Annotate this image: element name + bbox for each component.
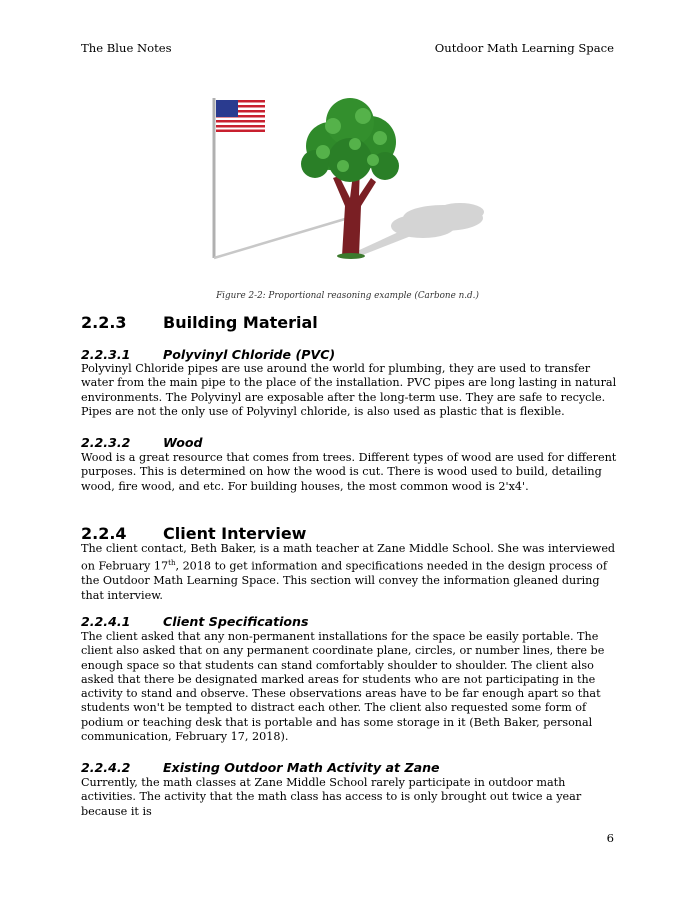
figure-caption: Figure 2-2: Proportional reasoning example (Carbone n.d.) [216, 291, 479, 301]
subsection-heading-existing-activity [81, 760, 440, 775]
section-title: Client Interview [163, 524, 307, 543]
running-header-left: The Blue Notes [81, 41, 172, 55]
subsection-title: Polyvinyl Chloride (PVC) [163, 347, 336, 362]
subsection-title: Wood [163, 435, 203, 450]
section-number: 2.2.4 [81, 524, 127, 543]
page-number: 6 [606, 831, 614, 845]
tree-shadow [355, 203, 484, 256]
paragraph-text: The client contact, Beth Baker, is a math teacher at Zane Middle School. She was interviewed on February 17 [81, 542, 616, 574]
section-heading-building-material [81, 313, 318, 332]
subsection-number: 2.2.3.1 [81, 347, 131, 362]
american-flag-icon [216, 100, 265, 132]
paragraph-existing-activity: Currently, the math classes at Zane Middle School rarely participate in outdoor math activities. The activity that the math class has access to is only brought out twice a year because it is [81, 776, 582, 818]
paragraph-client-interview [81, 542, 621, 603]
subsection-heading-pvc [81, 347, 335, 362]
section-title: Building Material [163, 313, 318, 332]
subsection-number: 2.2.4.2 [81, 760, 131, 775]
paragraph-pvc: Polyvinyl Chloride pipes are use around the world for plumbing, they are used to transfer water from the main pipe to the place of the installation. PVC pipes are long lasting in natural environments. The Polyvinyl are exposable after the long-term use. They are safe to recycle. Pipes are not the only use of Polyvinyl chloride, is also used as plastic that is flexible. [81, 362, 617, 418]
paragraph-wood: Wood is a great resource that comes from trees. Different types of wood are used for different purposes. This is determined on how the wood is cut. There is wood used to build, detailing wood, fire wood, and etc. For building houses, the most common wood is 2'x4'. [81, 451, 617, 493]
tree-icon [301, 98, 399, 259]
proportional-reasoning-illustration [205, 94, 495, 264]
section-number: 2.2.3 [81, 313, 127, 332]
subsection-title: Existing Outdoor Math Activity at Zane [163, 760, 440, 775]
subsection-number: 2.2.4.1 [81, 614, 131, 629]
section-heading-client-interview [81, 524, 306, 543]
paragraph-client-specifications: The client asked that any non-permanent installations for the space be easily portable. The client also asked that on any permanent coordinate plane, circles, or number lines, there be enough space so that students can stand comfortably shoulder to shoulder. The client also asked that there be designated marked areas for students who are not participating in the activity to stand and observe. These observations areas have to be far enough apart so that students won't be tempted to distract each other. The client also requested some form of podium or teaching desk that is portable and has some storage in it (Beth Baker, personal communication, February 17, 2018). [81, 630, 605, 744]
subsection-title: Client Specifications [163, 614, 309, 629]
running-header-right: Outdoor Math Learning Space [434, 41, 614, 55]
subsection-heading-client-specifications [81, 614, 309, 629]
paragraph-text: , 2018 to get information and specifications needed in the design process of the Outdoor Math Learning Space. This section will convey the information gleaned during that interview. [81, 560, 607, 602]
subsection-number: 2.2.3.2 [81, 435, 131, 450]
ordinal-suffix: th [168, 559, 176, 568]
subsection-heading-wood [81, 435, 203, 450]
